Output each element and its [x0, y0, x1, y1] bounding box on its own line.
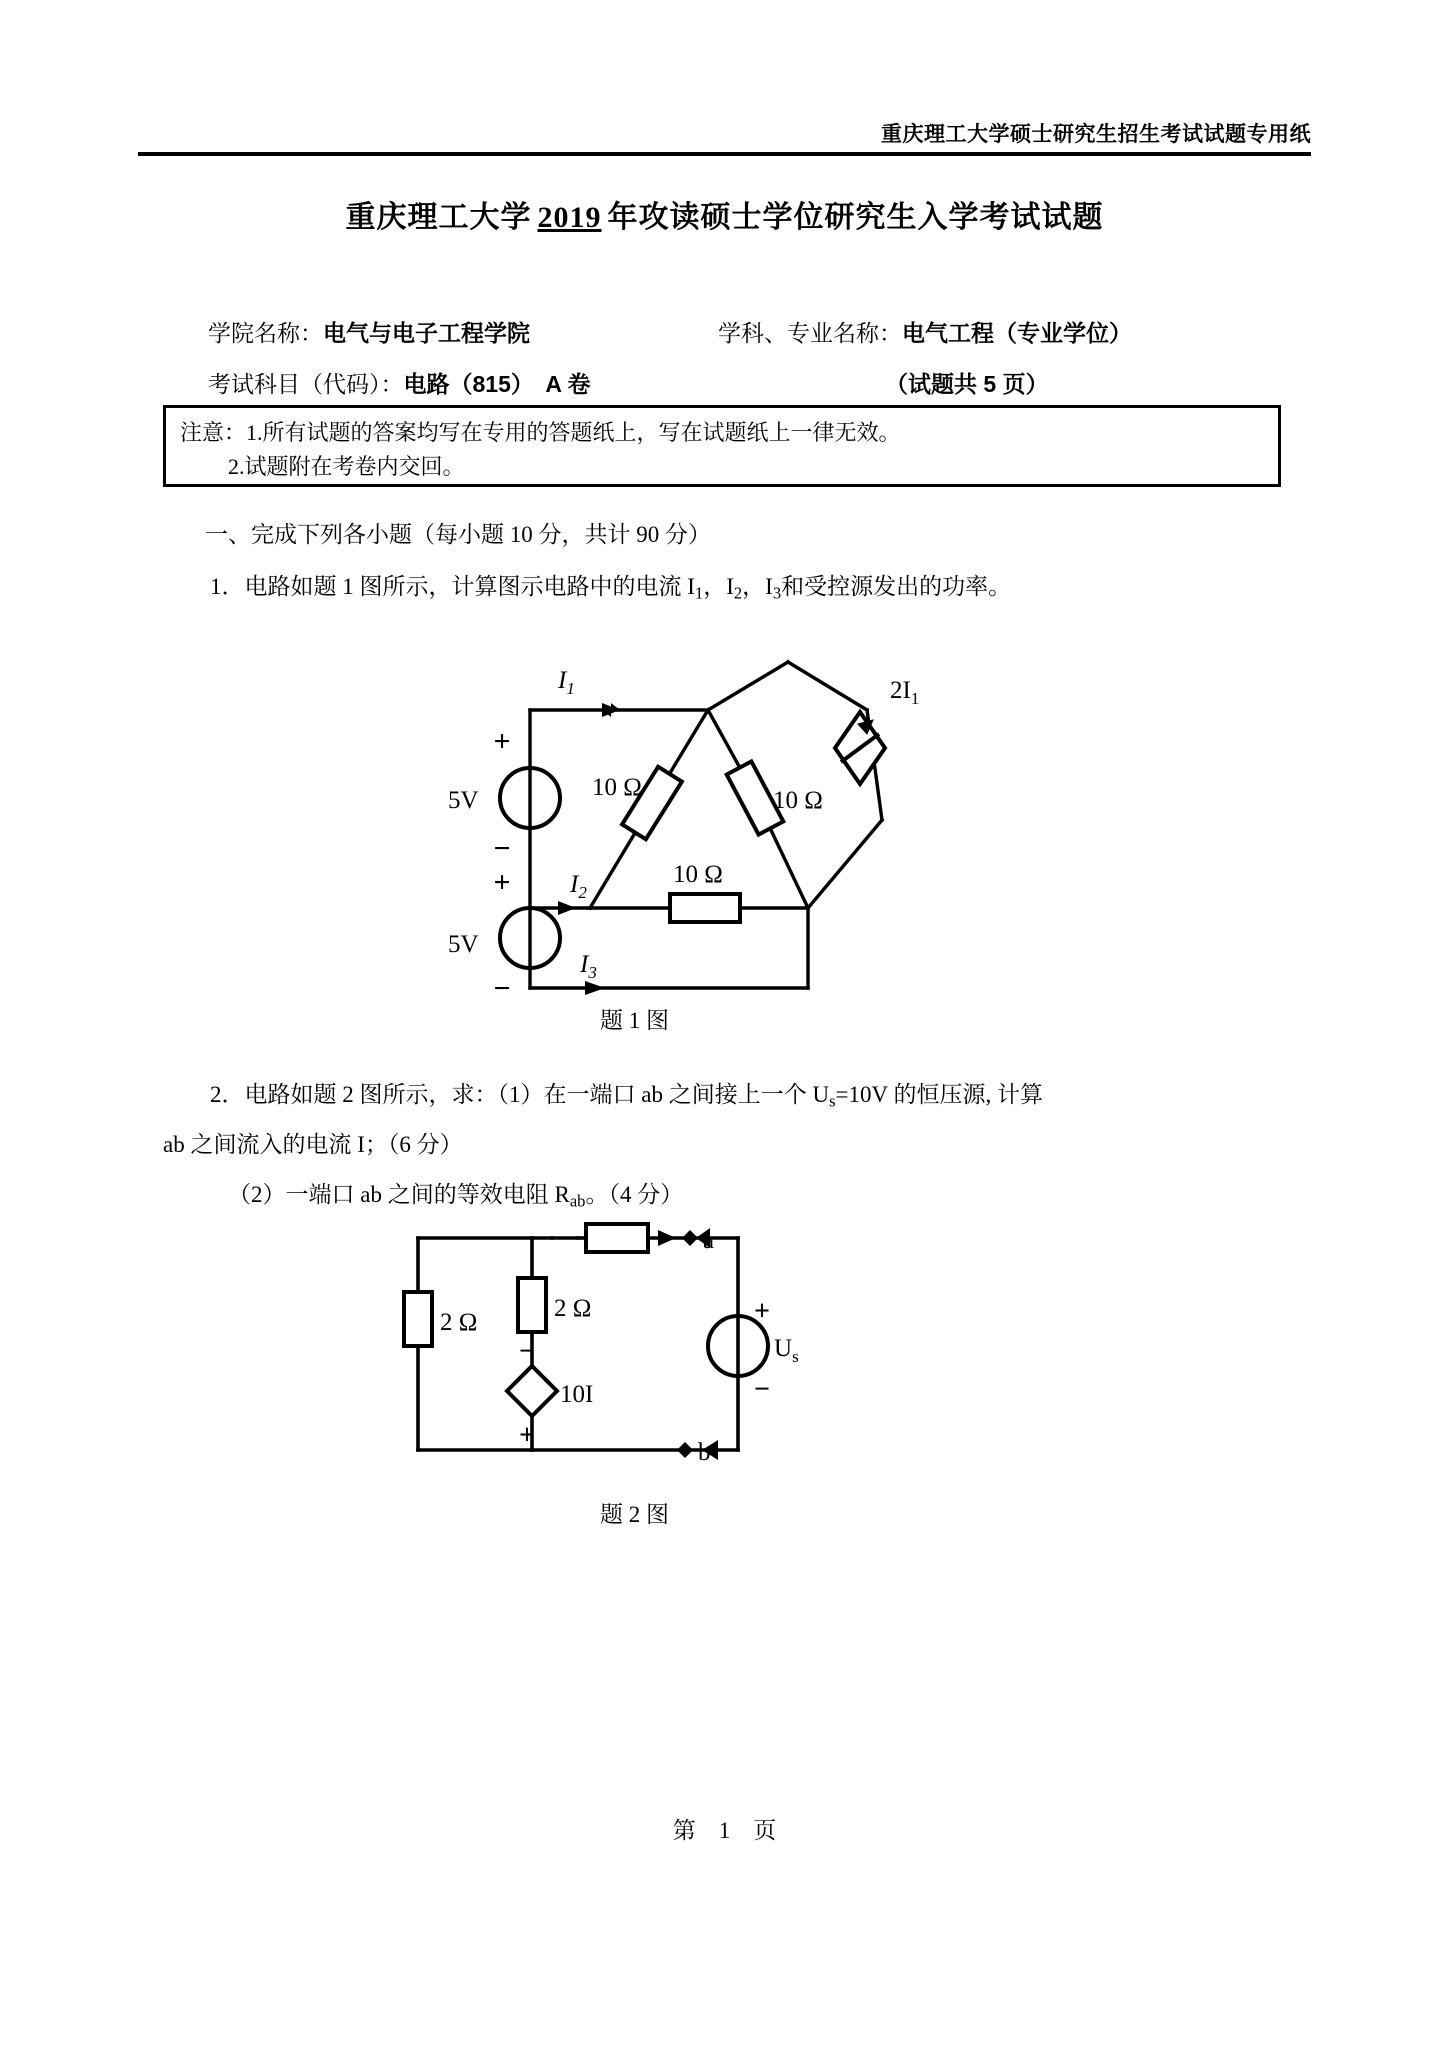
- page-footer: 第 1 页: [672, 1818, 777, 1843]
- question-1-figure: [430, 620, 990, 1005]
- label-i3: $I_3$: [580, 951, 597, 982]
- q1-sub-2: 2: [733, 583, 743, 603]
- page-count: [885, 366, 1049, 399]
- subject-row: [208, 366, 591, 399]
- circuit-2-svg: [400, 1220, 850, 1490]
- q2-l3-sub: ab: [569, 1191, 586, 1211]
- dep-source-plus: +: [519, 1420, 535, 1451]
- label-dep-source-10i: 10I: [560, 1381, 594, 1408]
- source1-label: 5V: [448, 787, 479, 814]
- subject-label: 考试科目（代码）：: [208, 372, 404, 397]
- q1-sub-3: 3: [772, 583, 782, 603]
- dependent-current-source-2i1: [835, 712, 885, 784]
- q1-prefix: 1．电路如题 1 图所示，计算图示电路中的电流 I: [210, 574, 695, 599]
- source1-plus: +: [493, 725, 511, 758]
- college-label: 学院名称：: [208, 321, 323, 346]
- page-header-banner: 重庆理工大学硕士研究生招生考试试题专用纸: [881, 123, 1311, 146]
- label-i1: $I_1$: [558, 667, 575, 698]
- subject-value: 电路（815） A 卷: [403, 371, 591, 397]
- label-r2: 10 Ω: [773, 787, 823, 814]
- source2-plus: +: [493, 866, 511, 899]
- figure-2-caption: 题 2 图: [600, 1502, 669, 1527]
- q1-suffix: 和受控源发出的功率。: [781, 574, 1012, 599]
- notice-line-1: 注意：1.所有试题的答案均写在专用的答题纸上，写在试题纸上一律无效。: [180, 420, 901, 445]
- q1-mid-1: ，I: [703, 574, 734, 599]
- label-current-i: [672, 1220, 680, 1224]
- dep-source-minus: −: [519, 1336, 535, 1367]
- voltage-source-2: [500, 908, 560, 968]
- college-row: [208, 315, 530, 348]
- us-minus: −: [754, 1374, 770, 1405]
- resistor-2ohm-left: [404, 1292, 432, 1346]
- label-r-left: 2 Ω: [440, 1309, 478, 1336]
- label-r1: 10 Ω: [592, 774, 642, 801]
- major-row: [718, 315, 1132, 348]
- q1-mid-2: ，I: [742, 574, 773, 599]
- current-arrow-i2: [558, 901, 576, 915]
- q2-l1-a: 2．电路如题 2 图所示，求：（1）在一端口 ab 之间接上一个 U: [210, 1082, 830, 1107]
- us-plus: +: [754, 1296, 770, 1327]
- title-suffix: 年攻读硕士学位研究生入学考试试题: [607, 201, 1104, 234]
- dependent-voltage-source-10i: [507, 1366, 557, 1416]
- circuit-1-svg: [430, 620, 990, 1000]
- question-2-line-3: [228, 1178, 683, 1219]
- label-dependent-source: $2I_1$: [890, 677, 920, 708]
- resistor-10ohm-3: [670, 894, 740, 922]
- label-r3: 10 Ω: [673, 861, 723, 888]
- current-arrow-i: [658, 1230, 676, 1246]
- current-arrow-i1: [602, 703, 620, 717]
- label-r-mid: 2 Ω: [554, 1295, 592, 1322]
- major-value: 电气工程（专业学位）: [902, 320, 1132, 346]
- question-1-text: [210, 570, 1011, 611]
- college-value: 电气与电子工程学院: [323, 320, 530, 346]
- q2-l1-b: =10V 的恒压源, 计算: [835, 1082, 1043, 1107]
- source1-minus: −: [493, 832, 511, 865]
- voltage-source-1: [500, 768, 560, 828]
- label-node-b: b: [698, 1439, 711, 1466]
- q2-l1-sub: s: [829, 1091, 836, 1111]
- q2-l3-b: 。（4 分）: [585, 1182, 684, 1207]
- figure-1-caption: 题 1 图: [600, 1008, 669, 1033]
- label-node-a: a: [703, 1227, 715, 1254]
- notice-line-2: 2.试题附在考卷内交回。: [228, 454, 465, 479]
- source2-minus: −: [493, 972, 511, 1000]
- page-count-value: （试题共 5 页）: [885, 371, 1049, 397]
- label-r-top: [598, 1220, 635, 1224]
- current-arrow-i3: [585, 981, 605, 995]
- source2-label: 5V: [448, 931, 479, 958]
- q1-sub-1: 1: [694, 583, 704, 603]
- node-b-dot: [677, 1442, 693, 1458]
- question-2-line-2: ab 之间流入的电流 I；（6 分）: [163, 1132, 463, 1157]
- resistor-2ohm-mid: [518, 1278, 546, 1332]
- header-divider: [138, 152, 1311, 156]
- notice-box: [163, 405, 1281, 487]
- page-title: [0, 192, 1449, 236]
- question-2-line-1: [210, 1078, 1043, 1119]
- question-2-figure: [400, 1220, 850, 1495]
- major-label: 学科、专业名称：: [718, 321, 902, 346]
- resistor-2ohm-top: [586, 1224, 648, 1252]
- q2-l3-a: （2）一端口 ab 之间的等效电阻 R: [228, 1182, 570, 1207]
- label-source-us: $U_s$: [774, 1335, 799, 1366]
- title-prefix: 重庆理工大学: [345, 201, 532, 234]
- label-i2: $I_2$: [570, 871, 587, 902]
- section-one-heading: 一、完成下列各小题（每小题 10 分，共计 90 分）: [205, 522, 711, 547]
- node-a-dot: [682, 1230, 698, 1246]
- title-year: 2019: [537, 201, 602, 234]
